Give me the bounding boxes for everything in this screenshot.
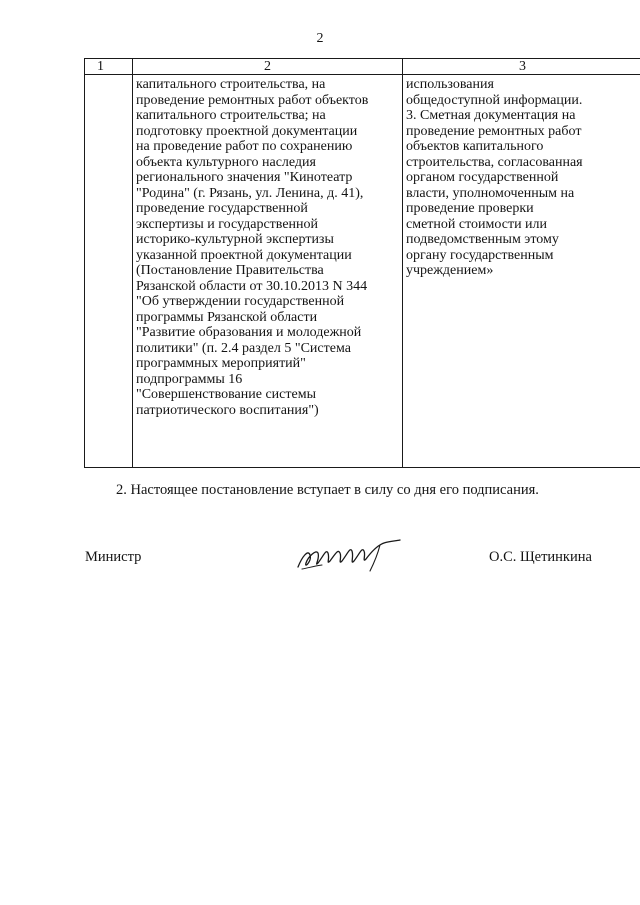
table-cell-col-1: [85, 75, 133, 468]
table-cell-line: (Постановление Правительства: [136, 263, 324, 278]
table-cell-line: капитального строительства, на: [136, 77, 326, 92]
table-cell-line: учреждением»: [406, 263, 494, 278]
table-cell-col-3: [403, 75, 640, 468]
table-cell-line: проведение проверки: [406, 201, 534, 216]
table-cell-line: программы Рязанской области: [136, 309, 318, 325]
table-row: [85, 75, 640, 468]
table-cell-line: патриотического воспитания"): [136, 402, 319, 418]
table-cell-line: проведение ремонтных работ объектов: [136, 92, 369, 108]
table-cell-line: органу государственным: [406, 247, 554, 263]
table-cell-line: политики" (п. 2.4 раздел 5 "Система: [136, 340, 351, 356]
table-cell-line: "Об утверждении государственной: [136, 294, 345, 309]
table-cell-col-2: [133, 75, 403, 468]
table-cell-line: органом государственной: [406, 170, 559, 185]
table-cell-line: регионального значения "Кинотеатр: [136, 170, 353, 185]
table-cell-line: проведение ремонтных работ: [406, 123, 582, 139]
table-cell-line: власти, уполномоченным на: [406, 185, 575, 201]
table-cell-line: "Совершенствование системы: [136, 387, 316, 402]
table-cell-line: объектов капитального: [406, 139, 544, 154]
table-cell-line: Рязанской области от 30.10.2013 N 344: [136, 278, 368, 294]
page-number: 2: [316, 31, 324, 46]
table-cell-line: капитального строительства; на: [136, 108, 326, 123]
table-cell-line: "Развитие образования и молодежной: [136, 325, 362, 340]
table-cell-line: программных мероприятий": [136, 356, 306, 371]
table-cell-line: сметной стоимости или: [406, 216, 548, 232]
table-cell-line: "Родина" (г. Рязань, ул. Ленина, д. 41),: [136, 185, 364, 201]
header-col-3: 3: [403, 59, 640, 75]
table-cell-line: подготовку проектной документации: [136, 123, 358, 139]
signer-name: О.С. Щетинкина: [489, 549, 592, 565]
table-cell-line: на проведение работ по сохранению: [136, 139, 353, 154]
signature-image: [292, 535, 404, 575]
table-cell-line: использования: [406, 77, 494, 92]
table-cell-line: проведение государственной: [136, 201, 308, 216]
table-cell-line: 3. Сметная документация на: [406, 108, 576, 123]
signer-title: Министр: [85, 549, 142, 565]
table-cell-line: общедоступной информации.: [406, 92, 583, 108]
table-cell-line: строительства, согласованная: [406, 154, 583, 170]
paragraph-effective-date: 2. Настоящее постановление вступает в силу со дня его подписания.: [116, 482, 539, 498]
table-cell-line: подпрограммы 16: [136, 371, 243, 387]
document-table: [84, 58, 640, 468]
table-header-row: [85, 59, 640, 75]
table-cell-line: историко-культурной экспертизы: [136, 232, 334, 247]
header-col-2: 2: [133, 59, 403, 75]
table-cell-line: подведомственным этому: [406, 232, 559, 247]
table-cell-line: указанной проектной документации: [136, 247, 352, 263]
header-col-1: 1: [85, 59, 133, 75]
table-cell-line: экспертизы и государственной: [136, 216, 319, 232]
table-cell-line: объекта культурного наследия: [136, 154, 316, 170]
